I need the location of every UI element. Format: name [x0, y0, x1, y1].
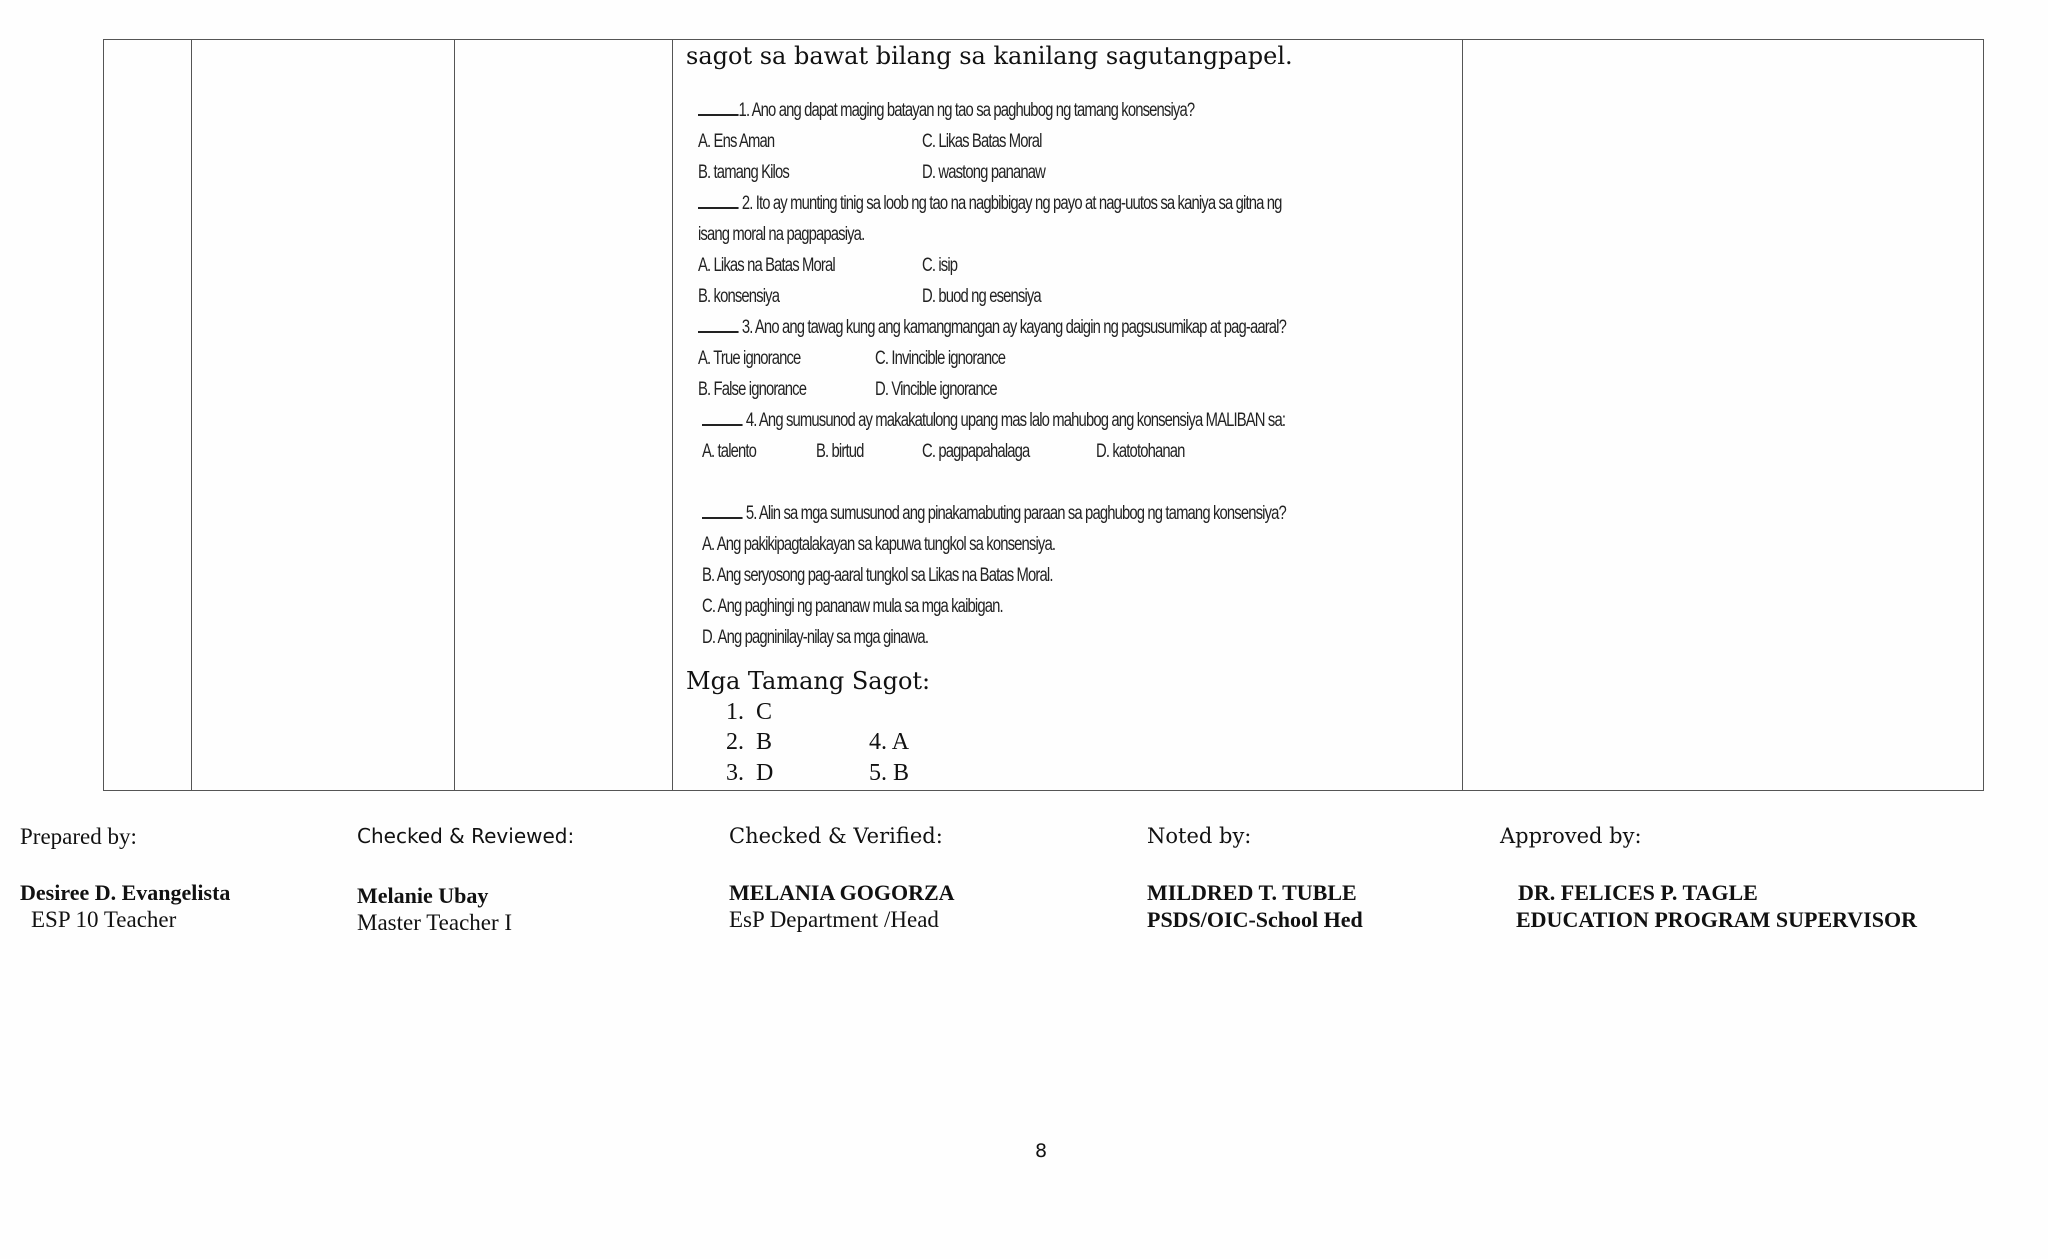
choice: A. True ignorance [698, 348, 801, 369]
choice: C. Likas Batas Moral [922, 131, 1042, 152]
choice: C. pagpapahalaga [922, 441, 1030, 462]
question-2: 2. Ito ay munting tinig sa loob ng tao na nagbibigay ng payo at nag-uutos sa kaniya sa gitna ng [698, 193, 1282, 215]
answer-item: 2. B [726, 729, 773, 755]
question-1: 1. Ano ang dapat maging batayan ng tao sa paghubog ng tamang konsensiya? [698, 100, 1194, 122]
choice: B. False ignorance [698, 379, 807, 400]
instruction-text: sagot sa bawat bilang sa kanilang sagutangpapel. [686, 42, 1293, 70]
question-5: 5. Alin sa mga sumusunod ang pinakamabuting paraan sa paghubog ng tamang konsensiya? [702, 503, 1286, 525]
signature-label: Approved by: [1500, 824, 1642, 848]
choice: A. talento [702, 441, 757, 462]
signature-role: EsP Department /Head [729, 907, 939, 932]
choice: A. Ang pakikipagtalakayan sa kapuwa tungkol sa konsensiya. [702, 534, 1056, 555]
signature-label: Noted by: [1147, 824, 1252, 848]
choice: D. Ang pagninilay-nilay sa mga ginawa. [702, 627, 929, 648]
choice: C. Ang paghingi ng pananaw mula sa mga kaibigan. [702, 596, 1003, 617]
signature-label: Checked & Verified: [729, 824, 943, 848]
choice: C. Invincible ignorance [875, 348, 1006, 369]
choice: B. konsensiya [698, 286, 780, 307]
signature-label: Prepared by: [20, 824, 137, 849]
answer-item: 5. B [869, 760, 910, 786]
signature-role: PSDS/OIC-School Hed [1147, 907, 1363, 932]
signature-name: Melanie Ubay [357, 883, 489, 908]
answer-item: 4. A [869, 729, 910, 755]
signature-name: MELANIA GOGORZA [729, 880, 955, 905]
question-3: 3. Ano ang tawag kung ang kamangmangan ay kayang daigin ng pagsusumikap at pag-aaral? [698, 317, 1286, 339]
choice: D. wastong pananaw [922, 162, 1045, 183]
signature-role: ESP 10 Teacher [31, 907, 177, 932]
column-divider [672, 40, 673, 790]
signature-role: EDUCATION PROGRAM SUPERVISOR [1516, 907, 1917, 932]
signature-label: Checked & Reviewed: [357, 824, 575, 848]
column-divider [454, 40, 455, 790]
page-number: 8 [1035, 1140, 1048, 1162]
signature-name: DR. FELICES P. TAGLE [1518, 880, 1758, 905]
question-2-cont: isang moral na pagpapasiya. [698, 224, 865, 245]
choice: C. isip [922, 255, 958, 276]
choice: D. buod ng esensiya [922, 286, 1041, 307]
signature-name: MILDRED T. TUBLE [1147, 880, 1357, 905]
choice: A. Ens Aman [698, 131, 775, 152]
answer-item: 1. C [726, 699, 773, 725]
choice: B. Ang seryosong pag-aaral tungkol sa Likas na Batas Moral. [702, 565, 1053, 586]
column-divider [1462, 40, 1463, 790]
answers-title: Mga Tamang Sagot: [686, 667, 931, 695]
choice: D. katotohanan [1096, 441, 1185, 462]
signature-name: Desiree D. Evangelista [20, 880, 231, 905]
quiz-image [692, 100, 1462, 706]
answer-item: 3. D [726, 760, 774, 786]
choice: B. tamang Kilos [698, 162, 789, 183]
choice: D. Vincible ignorance [875, 379, 997, 400]
column-divider [191, 40, 192, 790]
question-4: 4. Ang sumusunod ay makakatulong upang mas lalo mahubog ang konsensiya MALIBAN sa: [702, 410, 1285, 432]
lesson-plan-table [103, 39, 1984, 791]
choice: A. Likas na Batas Moral [698, 255, 835, 276]
signature-role: Master Teacher I [357, 910, 513, 935]
choice: B. birtud [816, 441, 864, 462]
